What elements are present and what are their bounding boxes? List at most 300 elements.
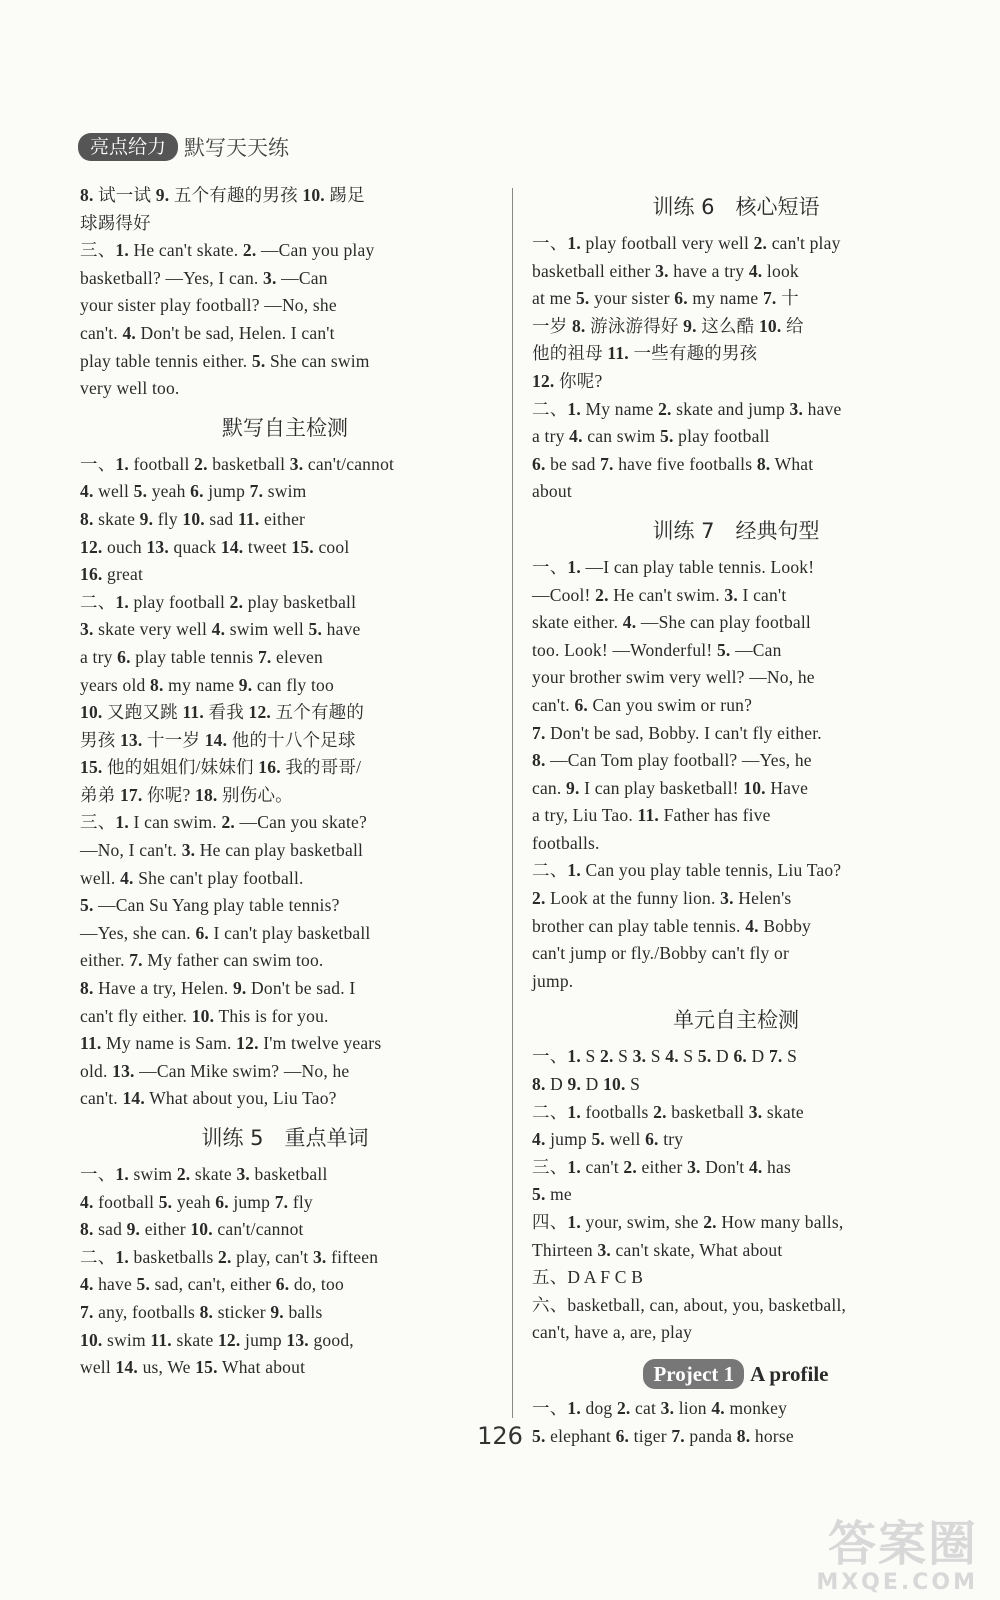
answer-text: S <box>782 1046 798 1067</box>
column-divider <box>512 188 513 1418</box>
item-number: 5. <box>532 1425 546 1446</box>
item-number: 8. <box>80 978 94 999</box>
item-number: 10. <box>80 702 103 723</box>
answer-line <box>532 747 940 775</box>
item-number: 3. <box>720 888 734 909</box>
answer-text: 三、 <box>532 1156 568 1177</box>
answer-text: have a try <box>668 260 749 281</box>
item-number: 2. <box>653 1101 667 1122</box>
answer-text: play football <box>673 426 770 447</box>
item-number: 11. <box>237 508 260 529</box>
answer-text: can't. <box>80 322 123 343</box>
item-number: 12. <box>217 1329 241 1350</box>
answer-text: 弟弟 <box>80 784 120 805</box>
answer-text: at me <box>532 288 576 309</box>
answer-text: 三、 <box>80 240 116 261</box>
answer-text: Bobby <box>758 915 811 936</box>
answer-text: can't, have a, are, play <box>532 1322 693 1343</box>
item-number: 9. <box>270 1301 284 1322</box>
answer-text: tiger <box>629 1425 672 1446</box>
answer-text: 二、 <box>80 591 116 612</box>
item-number: 3. <box>289 453 304 474</box>
answer-text: cat <box>630 1397 661 1418</box>
answer-line <box>80 1271 490 1299</box>
answer-text: a try, Liu Tao. <box>532 805 638 826</box>
item-number: 16. <box>258 757 281 778</box>
item-number: 11. <box>150 1329 172 1350</box>
item-number: 3. <box>789 398 804 419</box>
item-number: 8. <box>532 750 546 771</box>
answer-text: balls <box>283 1301 323 1322</box>
answer-text: —Yes, she can. <box>80 922 196 943</box>
item-number: 15. <box>80 757 103 778</box>
answer-line <box>532 582 940 610</box>
item-number: 4. <box>122 322 136 343</box>
item-number: 7. <box>274 1191 289 1212</box>
item-number: 6. <box>215 1191 229 1212</box>
answer-text: a try <box>532 426 570 447</box>
item-number: 5. <box>575 288 590 309</box>
item-number: 10. <box>182 508 205 529</box>
item-number: 9. <box>566 777 580 798</box>
item-number: 7. <box>257 646 272 667</box>
answer-text: 五个有趣的男孩 <box>169 185 303 205</box>
answer-text: dog <box>580 1397 617 1418</box>
item-number: 3. <box>312 1246 327 1267</box>
item-number: 4. <box>569 426 583 447</box>
answer-line <box>80 672 490 700</box>
answer-text: sad <box>204 508 238 529</box>
item-number: 2. <box>703 1212 717 1232</box>
answer-text: look <box>762 260 799 281</box>
watermark-text: 答案圈 <box>827 1516 978 1572</box>
answer-line <box>532 230 940 258</box>
item-number: 7. <box>762 288 777 309</box>
answer-text: He can play basketball <box>195 840 364 861</box>
answer-text: 五个有趣的 <box>271 702 365 723</box>
answer-text: quack <box>168 536 221 557</box>
item-number: 1. <box>567 860 581 881</box>
answer-line <box>80 320 490 348</box>
item-number: 1. <box>567 1101 581 1122</box>
item-number: 6. <box>615 1425 630 1446</box>
item-number: 16. <box>80 564 103 585</box>
answer-text: my name <box>687 288 763 309</box>
answer-text: swim <box>128 1164 177 1184</box>
item-number: 15. <box>291 536 314 557</box>
answer-text: any, footballs <box>93 1301 200 1322</box>
answer-line <box>532 968 940 996</box>
answer-text: too. Look! —Wonderful! <box>532 639 717 660</box>
answer-line <box>532 720 940 748</box>
answer-text: swim <box>263 481 307 502</box>
item-number: 7. <box>249 481 264 502</box>
answer-line <box>532 802 940 830</box>
answer-text: 二、 <box>532 860 568 881</box>
answer-text: jump <box>240 1329 287 1350</box>
answer-text: 给 <box>781 315 804 336</box>
item-number: 14. <box>122 1088 145 1109</box>
answer-text: ouch <box>102 536 147 557</box>
item-number: 11. <box>637 805 660 826</box>
answer-text: 一、 <box>532 556 568 577</box>
answer-line <box>80 1030 490 1058</box>
item-number: 7. <box>129 950 143 971</box>
answer-line <box>80 1327 490 1355</box>
watermark-logo <box>816 1518 978 1595</box>
answer-text: 看我 <box>203 702 249 723</box>
answer-text: S <box>613 1046 633 1067</box>
answer-text: —Can Tom play football? —Yes, he <box>545 750 812 771</box>
answer-text: old. <box>80 1060 113 1081</box>
answer-line <box>80 699 490 727</box>
item-number: 2. <box>176 1164 191 1184</box>
answer-text: skate very well <box>93 619 212 640</box>
answer-text: fifteen <box>326 1246 379 1267</box>
answer-text: good, <box>308 1329 354 1350</box>
answer-text: can't. <box>532 694 575 715</box>
item-number: 1. <box>567 1397 581 1418</box>
answer-text: 这么酷 <box>696 315 759 336</box>
answer-line <box>532 857 940 885</box>
answer-line <box>80 1161 490 1189</box>
answer-line <box>532 1181 940 1209</box>
answer-text: has <box>762 1156 791 1177</box>
item-number: 12. <box>236 1033 259 1054</box>
answer-text: either <box>140 1219 191 1240</box>
item-number: 8. <box>80 1219 94 1240</box>
item-number: 3. <box>632 1046 647 1067</box>
answer-line <box>80 616 490 644</box>
answer-text: 一、 <box>532 1397 568 1418</box>
brand-badge: 亮点给力 <box>78 133 178 161</box>
answer-text: football <box>128 453 195 474</box>
answer-line <box>532 1264 940 1292</box>
item-number: 8. <box>150 674 164 695</box>
answer-line <box>80 892 490 920</box>
answer-text: can fly too <box>252 674 334 695</box>
answer-text: your, swim, she <box>580 1212 704 1232</box>
item-number: 9. <box>238 674 253 695</box>
answer-line <box>532 1043 940 1071</box>
answer-text: swim well <box>225 619 309 640</box>
item-number: 1. <box>567 1046 581 1067</box>
item-number: 4. <box>745 915 759 936</box>
answer-text: S <box>580 1046 601 1067</box>
answer-text: —Can <box>730 639 782 660</box>
answer-line <box>80 561 490 589</box>
answer-text: 一、 <box>80 453 116 474</box>
answer-text: S <box>646 1046 666 1067</box>
answer-line <box>80 210 490 238</box>
answer-text: football <box>93 1191 159 1212</box>
answer-text: —Can you play <box>256 240 375 261</box>
answer-line <box>532 1154 940 1182</box>
item-number: 5. <box>532 1184 546 1205</box>
answer-line <box>532 1071 940 1099</box>
answer-text: footballs <box>580 1101 654 1122</box>
answer-text: 踢足 <box>324 185 365 205</box>
answer-text: well <box>80 1357 116 1378</box>
item-number: 14. <box>220 536 244 557</box>
answer-text: years old <box>80 674 151 695</box>
answer-text: play football very well <box>580 233 754 253</box>
answer-line <box>532 830 940 858</box>
item-number: 9. <box>683 315 697 336</box>
answer-text: jump. <box>532 970 574 991</box>
answer-line <box>80 644 490 672</box>
answer-text: sticker <box>213 1301 271 1322</box>
answer-text: 十 <box>776 288 799 309</box>
answer-line <box>532 1395 940 1423</box>
item-number: 13. <box>119 729 143 750</box>
item-number: 5. <box>251 350 266 371</box>
item-number: 1. <box>567 233 581 253</box>
item-number: 4. <box>80 1274 94 1295</box>
answer-line <box>80 506 490 534</box>
answer-text: My name <box>580 398 659 419</box>
answer-text: 一些有趣的男孩 <box>628 343 758 364</box>
answer-text: D <box>746 1046 769 1067</box>
answer-text: Don't <box>700 1156 749 1177</box>
answer-text: My father can swim too. <box>142 950 324 971</box>
answer-text: basketball <box>666 1101 749 1122</box>
answer-text: 十一岁 <box>142 729 205 750</box>
answer-text: your sister <box>589 288 675 309</box>
item-number: 10. <box>302 185 325 205</box>
answer-line <box>80 348 490 376</box>
answer-text: do, too <box>289 1274 344 1295</box>
item-number: 14. <box>115 1357 138 1378</box>
answer-text: jump <box>228 1191 275 1212</box>
item-number: 12. <box>248 702 271 723</box>
answer-text: Thirteen <box>532 1239 598 1260</box>
answer-line <box>532 423 940 451</box>
item-number: 1. <box>115 453 129 474</box>
answer-text: D <box>711 1046 734 1067</box>
item-number: 15. <box>195 1357 218 1378</box>
answer-text: skate <box>93 508 140 529</box>
answer-line <box>80 534 490 562</box>
item-number: 8. <box>571 315 586 336</box>
answer-text: 五、D A F C B <box>532 1267 644 1288</box>
item-number: 3. <box>80 619 94 640</box>
answer-line <box>80 292 490 320</box>
answer-text: 四、 <box>532 1212 568 1232</box>
answer-text: jump <box>203 481 250 502</box>
answer-text: 男孩 <box>80 729 120 750</box>
answer-text: Father has five <box>659 805 771 826</box>
item-number: 4. <box>211 619 226 640</box>
item-number: 10. <box>603 1074 626 1095</box>
answer-line <box>532 340 940 368</box>
item-number: 1. <box>115 1164 129 1184</box>
item-number: 8. <box>756 453 771 474</box>
item-number: 7. <box>80 1301 94 1322</box>
item-number: 1. <box>567 398 581 419</box>
item-number: 7. <box>600 453 614 474</box>
answer-line <box>80 182 490 210</box>
answer-text: —Can Su Yang play table tennis? <box>93 895 340 916</box>
item-number: 5. <box>136 1274 151 1295</box>
answer-text: D <box>545 1074 568 1095</box>
item-number: 4. <box>622 612 637 633</box>
answer-text: 一岁 <box>532 315 572 336</box>
answer-text: Don't be sad, Bobby. I can't fly either. <box>545 722 822 743</box>
item-number: 2. <box>595 584 609 605</box>
item-number: 2. <box>221 812 235 833</box>
answer-text: well <box>93 481 134 502</box>
answer-text: 他的姐姐们/妹妹们 <box>102 757 259 778</box>
item-number: 1. <box>115 1246 129 1267</box>
answer-text: What about <box>217 1357 306 1378</box>
item-number: 3. <box>263 267 277 288</box>
answer-text: can't/cannot <box>212 1219 304 1240</box>
answer-text: well <box>605 1129 646 1150</box>
page-number: 126 <box>477 1422 523 1450</box>
answer-text: can't fly either. <box>80 1005 192 1026</box>
answer-text: basketball <box>207 453 290 474</box>
answer-text: can't <box>580 1156 624 1177</box>
answer-text: yeah <box>172 1191 216 1212</box>
answer-text: sad <box>93 1219 127 1240</box>
answer-line <box>80 1003 490 1031</box>
item-number: 5. <box>716 639 731 660</box>
answer-line <box>80 837 490 865</box>
item-number: 7. <box>671 1425 685 1446</box>
answer-line <box>80 237 490 265</box>
answer-text: eleven <box>271 646 323 667</box>
answer-text: can swim <box>582 426 661 447</box>
answer-text: 你呢? <box>142 784 195 805</box>
item-number: 5. <box>158 1191 173 1212</box>
item-number: 8. <box>199 1301 214 1322</box>
item-number: 4. <box>748 1156 763 1177</box>
answer-text: basketballs <box>128 1246 219 1267</box>
answer-text: have <box>322 619 361 640</box>
item-number: 1. <box>567 1156 581 1177</box>
series-title: 默写天天练 <box>184 136 290 160</box>
answer-text: fly <box>288 1191 313 1212</box>
item-number: 13. <box>112 1060 135 1081</box>
item-number: 2. <box>600 1046 614 1067</box>
answer-text: I can play basketball! <box>579 777 744 798</box>
right-column <box>532 182 940 1450</box>
answer-text: can't skate, What about <box>610 1239 783 1260</box>
section-heading: 训练 7 经典句型 <box>652 518 820 543</box>
answer-line <box>80 865 490 893</box>
answer-line <box>80 1085 490 1113</box>
item-number: 1. <box>115 812 129 833</box>
item-number: 10. <box>743 777 766 798</box>
answer-text: have <box>93 1274 137 1295</box>
item-number: 9. <box>567 1074 582 1095</box>
item-number: 7. <box>768 1046 783 1067</box>
answer-line <box>80 1299 490 1327</box>
item-number: 9. <box>126 1219 141 1240</box>
item-number: 9. <box>232 978 247 999</box>
answer-text: skate either. <box>532 612 623 633</box>
answer-text: He can't swim. <box>608 584 725 605</box>
item-number: 10. <box>191 1005 215 1026</box>
answer-text: yeah <box>147 481 191 502</box>
answer-text: 球踢得好 <box>80 212 151 233</box>
answer-line <box>80 265 490 293</box>
answer-line <box>532 609 940 637</box>
item-number: 6. <box>190 481 204 502</box>
answer-text: Have <box>765 777 809 798</box>
answer-line <box>532 1292 940 1320</box>
answer-text: —Can <box>276 267 328 288</box>
answer-text: lion <box>674 1397 712 1418</box>
answer-text: skate and jump <box>671 398 790 419</box>
item-number: 8. <box>80 508 94 529</box>
answer-text: play football <box>128 591 230 612</box>
item-number: 8. <box>736 1425 751 1446</box>
item-number: 1. <box>567 1212 581 1232</box>
answer-text: What <box>770 453 814 474</box>
item-number: 5. <box>660 426 674 447</box>
answer-text: He can't skate. <box>128 240 243 261</box>
answer-text: your brother swim very well? —No, he <box>532 667 815 688</box>
item-number: 11. <box>607 343 629 364</box>
answer-line <box>532 637 940 665</box>
answer-text: a try <box>80 646 118 667</box>
answer-text: 六、basketball, can, about, you, basketball, <box>532 1294 847 1315</box>
answer-text: can't play <box>767 233 841 253</box>
item-number: 1. <box>115 240 129 261</box>
item-number: 5. <box>591 1129 605 1150</box>
answer-text: This is for you. <box>214 1005 329 1026</box>
answer-text: 一、 <box>80 1164 116 1184</box>
answer-text: play, can't <box>231 1246 313 1267</box>
item-number: 5. <box>697 1046 712 1067</box>
project-title: A profile <box>750 1361 829 1386</box>
answer-text: your sister play football? —No, she <box>80 295 337 316</box>
answer-text: 他的十八个足球 <box>227 729 356 750</box>
item-number: 11. <box>80 1033 102 1054</box>
answer-text: 我的哥哥/ <box>280 757 362 778</box>
item-number: 13. <box>286 1329 309 1350</box>
answer-text: monkey <box>724 1397 788 1418</box>
answer-text: —Can Mike swim? —No, he <box>134 1060 350 1081</box>
item-number: 2. <box>229 591 244 612</box>
answer-text: 二、 <box>532 398 568 419</box>
item-number: 6. <box>574 694 588 715</box>
answer-text: play table tennis <box>130 646 258 667</box>
item-number: 14. <box>204 729 228 750</box>
answer-text: horse <box>750 1425 794 1446</box>
item-number: 6. <box>117 646 131 667</box>
project-heading <box>532 1359 940 1389</box>
answer-text: 他的祖母 <box>532 343 608 364</box>
answer-text: basketball? —Yes, I can. <box>80 267 264 288</box>
answer-text: I can't play basketball <box>208 922 371 943</box>
answer-text: fly <box>153 508 183 529</box>
answer-text: jump <box>545 1129 592 1150</box>
item-number: 3. <box>655 260 669 281</box>
item-number: 6. <box>275 1274 290 1295</box>
answer-text: have five footballs <box>613 453 757 474</box>
item-number: 2. <box>623 1156 637 1177</box>
answer-line <box>80 1354 490 1382</box>
answer-text: S <box>678 1046 698 1067</box>
item-number: 10. <box>190 1219 213 1240</box>
section-heading: 单元自主检测 <box>673 1008 799 1033</box>
item-number: 6. <box>674 288 688 309</box>
answer-text: I can't <box>737 584 787 605</box>
item-number: 2. <box>532 888 546 909</box>
